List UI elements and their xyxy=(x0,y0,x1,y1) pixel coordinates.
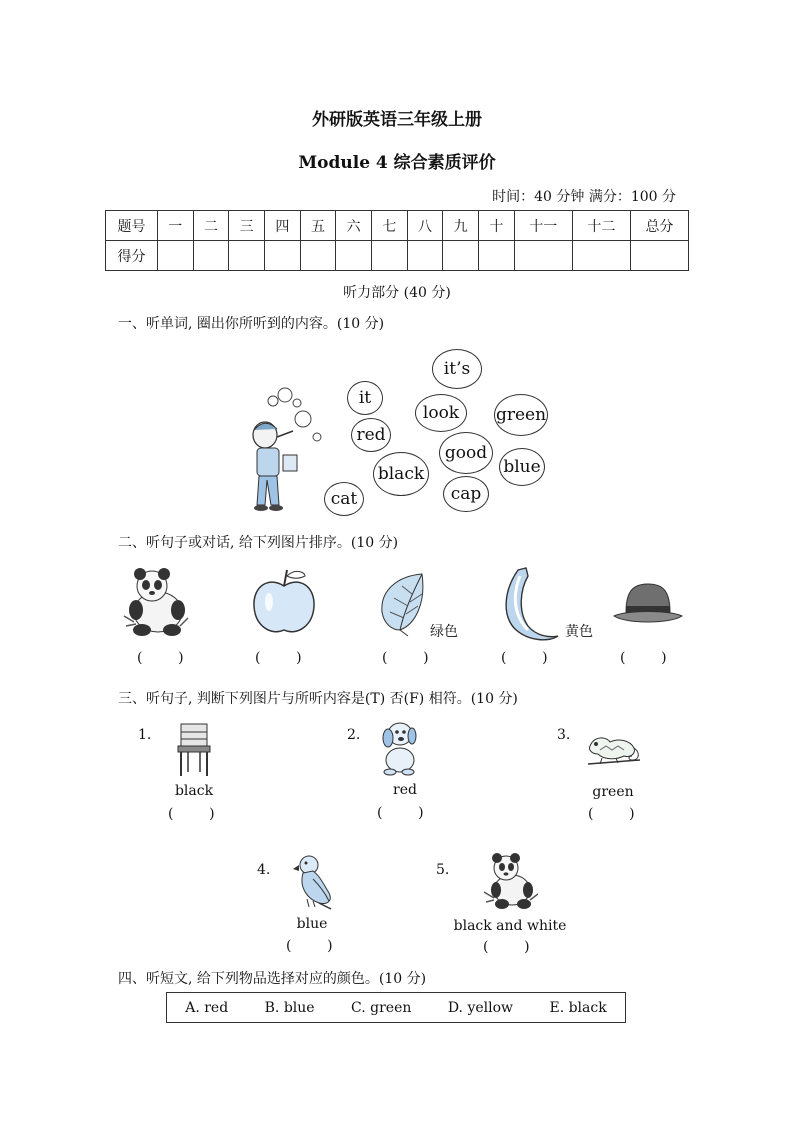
score-cell: 十一 xyxy=(514,211,572,241)
score-cell: 五 xyxy=(300,211,336,241)
color-option-c: C. green xyxy=(351,999,412,1016)
score-table xyxy=(105,210,689,271)
answer-blank[interactable]: ( ) xyxy=(501,650,548,666)
score-input-cell[interactable] xyxy=(630,241,688,271)
score-input-cell[interactable] xyxy=(443,241,479,271)
color-option-d: D. yellow xyxy=(447,999,514,1016)
answer-blank[interactable]: ( ) xyxy=(137,650,184,666)
answer-blank[interactable]: ( ) xyxy=(620,650,667,666)
score-input-cell[interactable] xyxy=(264,241,300,271)
item-number: 2. xyxy=(347,727,361,743)
score-input-cell[interactable] xyxy=(157,241,193,271)
item-number: 4. xyxy=(257,862,271,878)
answer-blank[interactable]: ( ) xyxy=(382,650,429,666)
word-bubble-green[interactable]: green xyxy=(494,394,548,436)
dog-image xyxy=(376,720,420,776)
word-bubble-cat[interactable]: cat xyxy=(324,482,364,516)
section3-heading: 三、听句子, 判断下列图片与所听内容是(T) 否(F) 相符。(10 分) xyxy=(118,691,518,707)
word-bubble-cap[interactable]: cap xyxy=(443,476,489,512)
answer-blank[interactable]: ( ) xyxy=(588,806,635,822)
section2-heading: 二、听句子或对话, 给下列图片排序。(10 分) xyxy=(118,535,399,551)
word-bubble-blue[interactable]: blue xyxy=(499,448,545,486)
score-cell: 三 xyxy=(229,211,265,241)
chameleon-image xyxy=(586,730,642,770)
score-input-cell[interactable] xyxy=(572,241,630,271)
page-subtitle: Module 4 综合素质评价 xyxy=(298,153,496,173)
score-cell: 一 xyxy=(157,211,193,241)
item-color-label: black and white xyxy=(453,918,567,934)
answer-blank[interactable]: ( ) xyxy=(168,806,215,822)
score-input-cell[interactable] xyxy=(193,241,229,271)
apple-image xyxy=(249,568,319,638)
item-color-label: red xyxy=(393,782,417,798)
score-input-cell[interactable] xyxy=(229,241,265,271)
score-input-cell[interactable] xyxy=(514,241,572,271)
score-table-header-row xyxy=(106,211,689,241)
answer-blank[interactable]: ( ) xyxy=(255,650,302,666)
color-option-a: A. red xyxy=(185,999,229,1016)
item-number: 3. xyxy=(557,727,571,743)
score-cell: 得分 xyxy=(106,241,158,271)
score-cell: 九 xyxy=(443,211,479,241)
score-cell: 十二 xyxy=(572,211,630,241)
word-bubble-black[interactable]: black xyxy=(373,452,429,496)
page-title: 外研版英语三年级上册 xyxy=(312,110,482,130)
answer-blank[interactable]: ( ) xyxy=(377,805,424,821)
chair-image xyxy=(176,722,212,778)
hat-image xyxy=(612,580,684,628)
score-cell: 总分 xyxy=(630,211,688,241)
word-bubble-red[interactable]: red xyxy=(351,418,391,452)
score-table-score-row xyxy=(106,241,689,271)
color-option-e: E. black xyxy=(549,999,607,1016)
item-color-label: green xyxy=(592,784,634,800)
score-cell: 题号 xyxy=(106,211,158,241)
bird-image xyxy=(293,853,337,911)
item-number: 5. xyxy=(436,862,450,878)
score-cell: 二 xyxy=(193,211,229,241)
leaf-image xyxy=(378,572,428,638)
score-input-cell[interactable] xyxy=(300,241,336,271)
banana-image xyxy=(498,566,560,642)
boy-blowing-bubbles-image xyxy=(245,385,325,515)
section4-heading: 四、听短文, 给下列物品选择对应的颜色。(10 分) xyxy=(118,971,427,987)
time-info: 时间：40 分钟 满分：100 分 xyxy=(492,189,676,205)
item-color-label: blue xyxy=(296,916,328,932)
score-input-cell[interactable] xyxy=(336,241,372,271)
score-cell: 四 xyxy=(264,211,300,241)
score-input-cell[interactable] xyxy=(372,241,408,271)
word-bubble-look[interactable]: look xyxy=(415,394,467,432)
score-input-cell[interactable] xyxy=(479,241,515,271)
panda-image xyxy=(122,566,190,638)
panda-small-image xyxy=(482,852,538,912)
score-cell: 七 xyxy=(372,211,408,241)
score-cell: 十 xyxy=(479,211,515,241)
answer-blank[interactable]: ( ) xyxy=(483,939,530,955)
leaf-color-label: 绿色 xyxy=(430,624,458,640)
section1-heading: 一、听单词, 圈出你所听到的内容。(10 分) xyxy=(118,316,385,332)
word-bubble-its[interactable]: it’s xyxy=(432,349,482,389)
banana-color-label: 黄色 xyxy=(565,624,593,640)
answer-blank[interactable]: ( ) xyxy=(286,938,333,954)
word-bubble-good[interactable]: good xyxy=(439,432,493,474)
item-number: 1. xyxy=(138,727,152,743)
score-input-cell[interactable] xyxy=(407,241,443,271)
word-bubble-it[interactable]: it xyxy=(347,381,383,415)
score-cell: 八 xyxy=(407,211,443,241)
item-color-label: black xyxy=(174,783,214,799)
color-options-box xyxy=(166,992,626,1023)
score-cell: 六 xyxy=(336,211,372,241)
color-option-b: B. blue xyxy=(264,999,315,1016)
listening-header: 听力部分 (40 分) xyxy=(343,285,451,301)
